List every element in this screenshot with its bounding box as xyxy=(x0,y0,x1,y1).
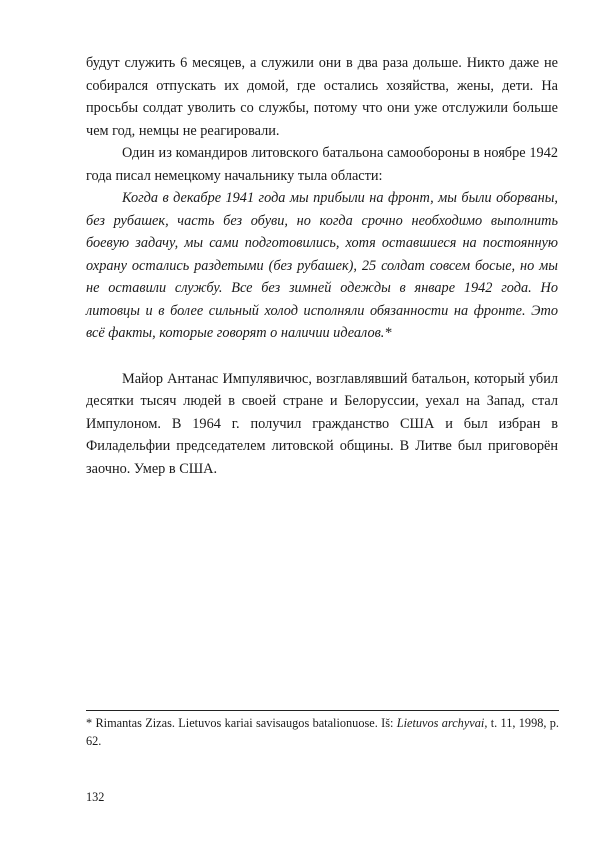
page-number: 132 xyxy=(86,790,105,804)
paragraph-2: Один из командиров литовского батальона самообороны в ноябре 1942 года писал немецкому начальнику тыла области: xyxy=(86,145,558,184)
footnote-divider xyxy=(86,710,559,711)
footnote xyxy=(86,714,559,750)
paragraph-gap xyxy=(86,345,558,368)
footnote-suffix: , t. 11, 1998, p. 62. xyxy=(86,716,559,748)
paragraph-3: Майор Антанас Импулявичюс, возглавлявший батальон, который убил десятки тысяч людей в своей стране и Белоруссии, уехал на Запад, стал Импулоном. В 1964 г. получил гражданство США и был избран в Филадельфии председателем литовской общины. В Литве был приговорён заочно. Умер в США. xyxy=(86,370,558,477)
paragraph-1: будут служить 6 месяцев, а служили они в два раза дольше. Никто даже не собирался отпускать их домой, где остались хозяйства, жены, дети. На просьбы солдат уволить со службы, потому что они уже отслужили больше чем год, немцы не реагировали. xyxy=(86,55,558,139)
footnote-prefix: * Rimantas Zizas. Lietuvos kariai savisaugos batalionuose. Iš: xyxy=(86,716,397,730)
quoted-letter: Когда в декабре 1941 года мы прибыли на фронт, мы были оборваны, без рубашек, часть без обуви, но когда срочно необходимо выполнить боевую задачу, мы сами подготовились, хотя оставшиеся на постоянную охрану остались раздетыми (без рубашек), 25 солдат совсем босые, но мы не оставили службу. Все без зимней одежды в январе 1942 года. Но литовцы и в более сильный холод исполняли обязанности на фронте. Это всё факты, которые говорят о наличии идеалов.* xyxy=(86,190,558,341)
footnote-source-title: Lietuvos archyvai xyxy=(396,716,485,730)
main-text xyxy=(86,52,558,480)
